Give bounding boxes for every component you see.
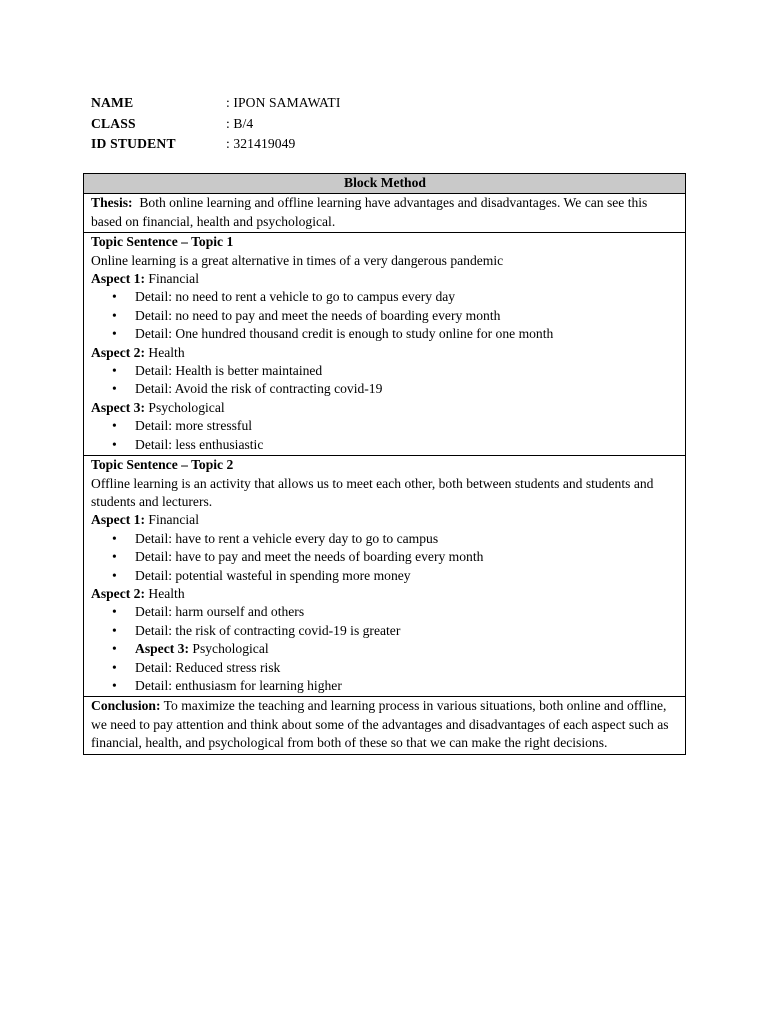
class-value: : B/4 — [226, 115, 254, 131]
topic2-aspect1-list — [91, 530, 679, 585]
student-info — [91, 93, 340, 155]
conclusion-row — [84, 697, 686, 754]
detail-text: Detail: Reduced stress risk — [135, 659, 281, 675]
list-item — [112, 325, 679, 343]
list-item — [112, 640, 679, 658]
bullet-icon: • — [112, 677, 117, 693]
class-label: CLASS — [91, 115, 136, 131]
topic2-aspect3-name: Psychological — [188, 641, 269, 657]
bullet-icon: • — [112, 549, 117, 565]
topic1-aspect1-list — [91, 288, 679, 343]
id-label: ID STUDENT — [91, 136, 176, 152]
topic2-aspect3-label: Aspect 3: — [135, 641, 189, 657]
topic1-sentence: Online learning is a great alternative in times of a very dangerous pandemic — [91, 252, 504, 268]
list-item — [112, 362, 679, 380]
topic1-cell — [84, 233, 686, 456]
bullet-icon: • — [112, 641, 117, 657]
topic1-heading: Topic Sentence – Topic 1 — [91, 234, 234, 250]
table-title: Block Method — [84, 174, 686, 194]
detail-text: Detail: Avoid the risk of contracting covid-19 — [135, 381, 383, 397]
thesis-text: Both online learning and offline learning have advantages and disadvantages. We can see this based on financial, health and psychological. — [91, 195, 651, 229]
name-value: : IPON SAMAWATI — [226, 95, 341, 111]
list-item — [112, 603, 679, 621]
bullet-icon: • — [112, 659, 117, 675]
bullet-icon: • — [112, 363, 117, 379]
list-item — [112, 417, 679, 435]
bullet-icon: • — [112, 381, 117, 397]
topic1-aspect3-label: Aspect 3: — [91, 399, 145, 415]
detail-text: Detail: enthusiasm for learning higher — [135, 677, 342, 693]
topic1-aspect3-list — [91, 417, 679, 454]
bullet-icon: • — [112, 622, 117, 638]
detail-text: Detail: One hundred thousand credit is enough to study online for one month — [135, 326, 554, 342]
list-item — [112, 567, 679, 585]
class-row — [91, 114, 340, 135]
bullet-icon: • — [112, 436, 117, 452]
list-item — [112, 622, 679, 640]
bullet-icon: • — [112, 567, 117, 583]
thesis-cell — [84, 194, 686, 233]
detail-text: Detail: have to pay and meet the needs of boarding every month — [135, 549, 484, 565]
title-row — [84, 174, 686, 194]
list-item — [112, 659, 679, 677]
topic1-aspect1-name: Financial — [144, 271, 199, 287]
detail-text: Detail: Health is better maintained — [135, 363, 323, 379]
topic2-row — [84, 456, 686, 697]
detail-text: Detail: potential wasteful in spending more money — [135, 567, 411, 583]
detail-text: Detail: less enthusiastic — [135, 436, 264, 452]
detail-text: Detail: harm ourself and others — [135, 604, 305, 620]
topic2-aspect2-label: Aspect 2: — [91, 585, 145, 601]
topic2-aspect1-label: Aspect 1: — [91, 512, 145, 528]
topic1-aspect2-name: Health — [144, 344, 185, 360]
topic2-aspect1-name: Financial — [144, 512, 199, 528]
topic2-sentence: Offline learning is an activity that allows us to meet each other, both between students and students and students and lecturers. — [91, 475, 654, 509]
list-item — [112, 436, 679, 454]
detail-text: Detail: the risk of contracting covid-19 is greater — [135, 622, 401, 638]
conclusion-label: Conclusion: — [91, 698, 161, 714]
list-item — [112, 288, 679, 306]
topic1-row — [84, 233, 686, 456]
topic1-aspect1-label: Aspect 1: — [91, 271, 145, 287]
list-item — [112, 677, 679, 695]
topic2-aspect2-name: Health — [144, 585, 185, 601]
bullet-icon: • — [112, 604, 117, 620]
bullet-icon: • — [112, 418, 117, 434]
bullet-icon: • — [112, 326, 117, 342]
conclusion-cell — [84, 697, 686, 754]
list-item — [112, 380, 679, 398]
conclusion-text: To maximize the teaching and learning process in various situations, both online and offline, we need to pay attention and think about some of the advantages and disadvantages of each aspect such as financial, health, and psychological from both of these so that we can make the right decisions. — [91, 698, 672, 751]
id-value: : 321419049 — [226, 136, 296, 152]
topic2-aspect2-list — [91, 603, 679, 695]
block-method-table — [83, 173, 686, 755]
detail-text: Detail: have to rent a vehicle every day to go to campus — [135, 530, 439, 546]
bullet-icon: • — [112, 530, 117, 546]
name-label: NAME — [91, 95, 134, 111]
topic2-cell — [84, 456, 686, 697]
list-item — [112, 548, 679, 566]
topic1-aspect2-label: Aspect 2: — [91, 344, 145, 360]
bullet-icon: • — [112, 289, 117, 305]
detail-text: Detail: more stressful — [135, 418, 253, 434]
bullet-icon: • — [112, 307, 117, 323]
name-row — [91, 93, 340, 114]
thesis-row — [84, 194, 686, 233]
id-row — [91, 134, 340, 155]
topic2-heading: Topic Sentence – Topic 2 — [91, 457, 234, 473]
detail-text: Detail: no need to pay and meet the needs of boarding every month — [135, 307, 501, 323]
list-item — [112, 307, 679, 325]
topic1-aspect2-list — [91, 362, 679, 399]
list-item — [112, 530, 679, 548]
thesis-label: Thesis: — [91, 195, 133, 211]
detail-text: Detail: no need to rent a vehicle to go to campus every day — [135, 289, 456, 305]
topic1-aspect3-name: Psychological — [144, 399, 225, 415]
